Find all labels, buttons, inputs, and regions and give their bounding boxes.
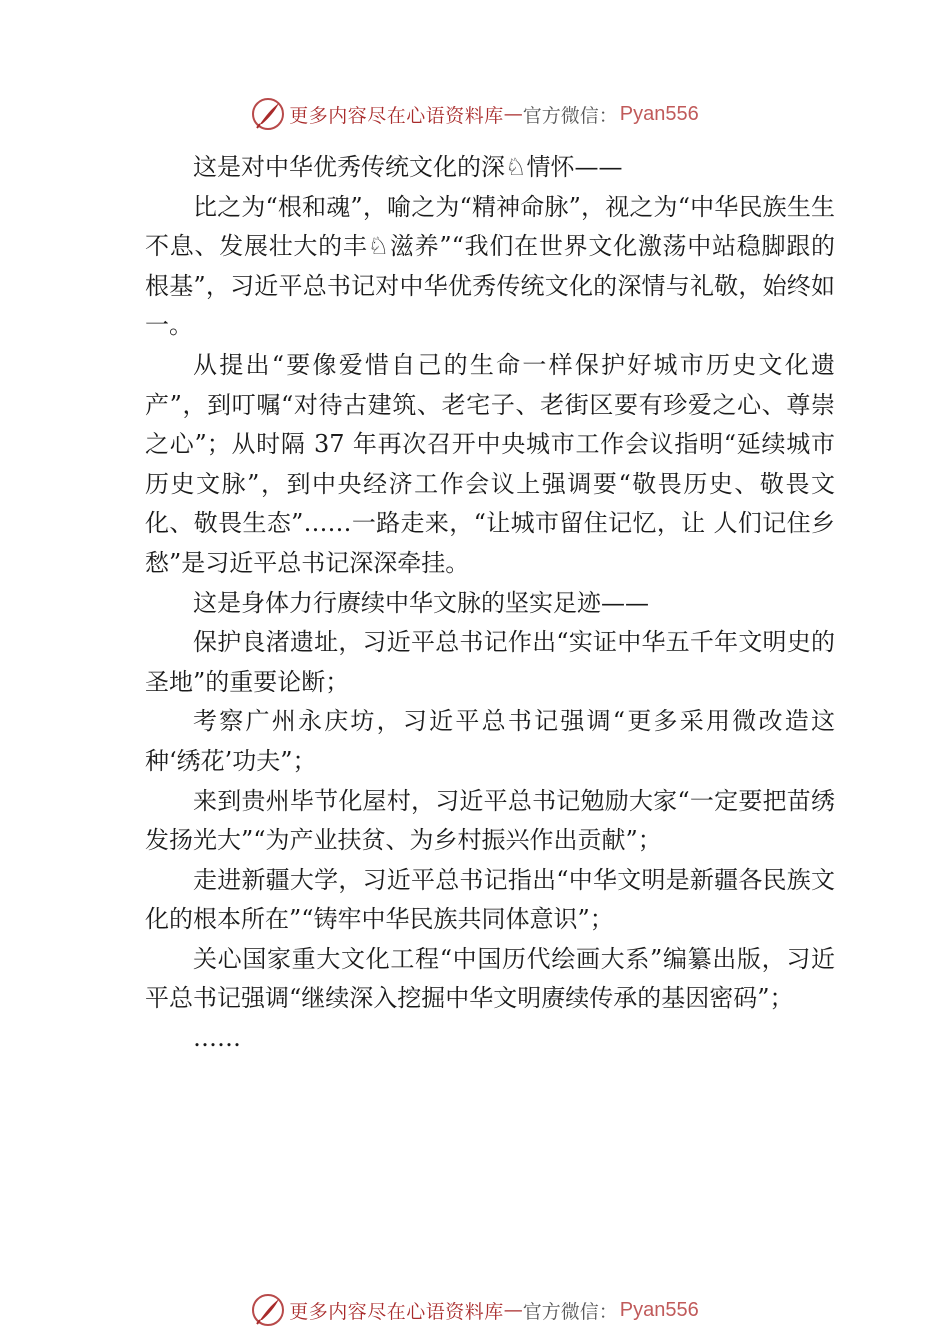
paragraph: 比之为“根和魂”，喻之为“精神命脉”，视之为“中华民族生生不息、发展壮大的丰♘滋养”“我们在世界文化激荡中站稳脚跟的根基”，习近平总书记对中华优秀传统文化的深情与礼敬，始终如一。: [145, 192, 835, 340]
banner-wechat-label: 官方微信：: [522, 1300, 618, 1323]
banner-separator: —: [503, 1299, 523, 1321]
banner-title: 更多内容尽在心语资料库: [289, 1300, 504, 1323]
paragraph: 走进新疆大学，习近平总书记指出“中华文明是新疆各民族文化的根本所在”“铸牢中华民族共同体意识”；: [145, 865, 835, 934]
paragraph: ……: [193, 1024, 241, 1053]
banner-wechat-label: 官方微信：: [522, 104, 618, 127]
document-body: [145, 148, 835, 1059]
paragraph: 来到贵州毕节化屋村，习近平总书记勉励大家“一定要把苗绣发扬光大”“为产业扶贫、为乡村振兴作出贡献”；: [145, 786, 835, 855]
paragraph: 考察广州永庆坊，习近平总书记强调“更多采用微改造这种‘绣花’功夫”；: [145, 707, 835, 775]
quill-pen-icon: [251, 1293, 285, 1327]
quill-pen-icon: [251, 97, 285, 131]
paragraph: 这是对中华优秀传统文化的深♘情怀——: [193, 153, 623, 181]
banner-separator: —: [503, 103, 523, 125]
paragraph: 关心国家重大文化工程“中国历代绘画大系”编纂出版，习近平总书记强调“继续深入挖掘中华文明赓续传承的基因密码”；: [145, 944, 835, 1013]
header-banner: [0, 94, 950, 134]
banner-title: 更多内容尽在心语资料库: [289, 104, 504, 127]
footer-banner: [0, 1290, 950, 1330]
paragraph: 这是身体力行赓续中华文脉的坚实足迹——: [193, 588, 649, 617]
banner-wechat-id: Pyan556: [619, 102, 699, 125]
banner-wechat-id: Pyan556: [619, 1298, 699, 1321]
paragraph: 保护良渚遗址，习近平总书记作出“实证中华五千年文明史的圣地”的重要论断；: [145, 628, 835, 696]
paragraph: 从提出“要像爱惜自己的生命一样保护好城市历史文化遗产”，到叮嘱“对待古建筑、老宅子、老街区要有珍爱之心、尊崇之心”；从时隔 37 年再次召开中央城市工作会议指明“延续城市历史文脉”，到中央经济工作会议上强调要“敬畏历史、敬畏文化、敬畏生态”……一路走来，“让城市留住记忆，让 人们记住乡愁”是习近平总书记深深牵挂。: [145, 350, 835, 577]
